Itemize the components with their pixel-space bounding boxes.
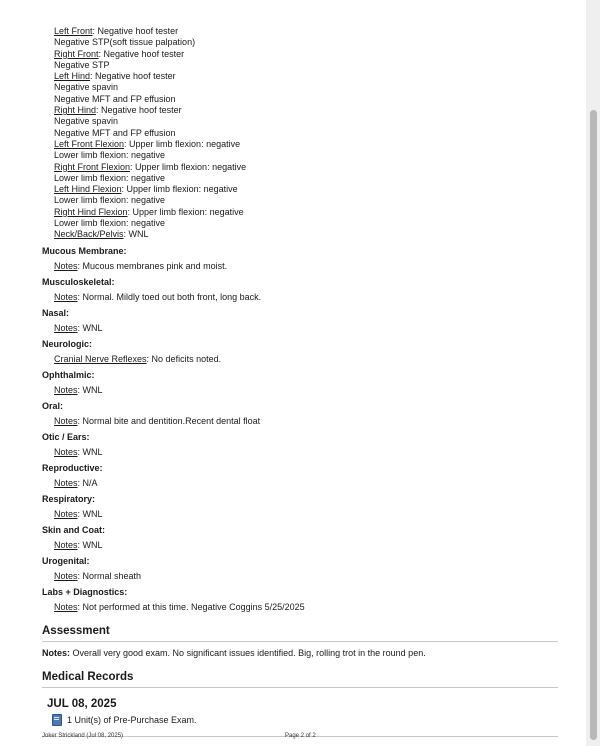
assessment-notes-label: Notes:	[42, 647, 71, 658]
exam-line	[54, 60, 558, 71]
assessment-notes-text: Overall very good exam. No significant issues identified. Big, rolling trot in the round pen.	[70, 647, 426, 658]
note-label: Cranial Nerve Reflexes	[54, 353, 147, 364]
section-title: Neurologic:	[42, 338, 93, 349]
scrollbar[interactable]	[586, 0, 600, 746]
exam-line-text: Lower limb flexion: negative	[54, 172, 166, 183]
exam-line	[54, 218, 558, 229]
section-title: Reproductive:	[42, 462, 103, 473]
section-note	[42, 322, 558, 334]
note-text: : Normal. Mildly toed out both front, long back.	[77, 291, 262, 302]
medical-records-heading: Medical Records	[42, 669, 558, 688]
note-label: Notes	[54, 322, 78, 333]
exam-line-label: Neck/Back/Pelvis	[54, 229, 124, 240]
section-note	[42, 384, 558, 396]
exam-line-label: Left Hind	[54, 71, 91, 82]
exam-line-text: : WNL	[123, 229, 149, 240]
section-note	[42, 353, 558, 365]
scrollbar-thumb[interactable]	[590, 110, 597, 740]
exam-line	[54, 229, 558, 240]
section-note	[42, 477, 558, 489]
exam-section	[42, 555, 558, 582]
note-text: : Not performed at this time. Negative Coggins 5/25/2025	[77, 601, 305, 612]
exam-line	[54, 82, 558, 93]
note-label: Notes	[54, 570, 78, 581]
exam-line-text: Negative STP	[54, 59, 110, 70]
exam-line-text: : Upper limb flexion: negative	[124, 138, 241, 149]
record-item	[42, 714, 558, 726]
section-title: Musculoskeletal:	[42, 276, 115, 287]
note-text: : Mucous membranes pink and moist.	[77, 260, 228, 271]
page-footer	[42, 733, 558, 743]
exam-line-text: Negative MFT and FP effusion	[54, 93, 176, 104]
exam-line-label: Left Front Flexion	[54, 138, 125, 149]
section-note	[42, 508, 558, 520]
exam-line	[54, 150, 558, 161]
exam-section	[42, 369, 558, 396]
exam-line-text: Negative spavin	[54, 82, 119, 93]
exam-line	[54, 139, 558, 150]
note-text: : WNL	[77, 384, 103, 395]
section-note	[42, 570, 558, 582]
exam-section	[42, 586, 558, 613]
exam-section	[42, 276, 558, 303]
note-label: Notes	[54, 539, 78, 550]
exam-section	[42, 462, 558, 489]
exam-section	[42, 493, 558, 520]
note-label: Notes	[54, 384, 78, 395]
note-label: Notes	[54, 291, 78, 302]
record-item-text: 1 Unit(s) of Pre-Purchase Exam.	[67, 714, 197, 725]
footer-page-number: Page 2 of 2	[285, 733, 316, 739]
exam-section	[42, 400, 558, 427]
exam-line-text: : Negative hoof tester	[96, 105, 182, 116]
note-label: Notes	[54, 601, 78, 612]
exam-sections	[42, 245, 558, 613]
exam-line	[54, 207, 558, 218]
exam-line	[54, 116, 558, 127]
note-label: Notes	[54, 260, 78, 271]
exam-line-text: Negative spavin	[54, 116, 119, 127]
exam-line	[54, 173, 558, 184]
exam-line	[54, 71, 558, 82]
exam-line	[54, 105, 558, 116]
exam-section	[42, 307, 558, 334]
exam-line-text: : Upper limb flexion: negative	[121, 184, 238, 195]
exam-line	[54, 37, 558, 48]
section-note	[42, 260, 558, 272]
section-title: Otic / Ears:	[42, 431, 90, 442]
section-note	[42, 539, 558, 551]
exam-line-text: : Upper limb flexion: negative	[127, 206, 244, 217]
exam-line-label: Left Front	[54, 26, 93, 36]
exam-line-text: Lower limb flexion: negative	[54, 150, 166, 161]
exam-section	[42, 338, 558, 365]
note-text: : WNL	[77, 322, 103, 333]
exam-line-label: Right Front	[54, 48, 99, 59]
record-date: JUL 08, 2025	[47, 697, 117, 710]
exam-line-label: Right Front Flexion	[54, 161, 131, 172]
note-text: : WNL	[77, 539, 103, 550]
exam-line-text: : Negative hoof tester	[90, 71, 176, 82]
exam-line-text: Negative STP(soft tissue palpation)	[54, 37, 196, 48]
note-text: : Normal sheath	[77, 570, 142, 581]
assessment-heading: Assessment	[42, 623, 558, 642]
exam-line-text: Lower limb flexion: negative	[54, 195, 166, 206]
section-note	[42, 291, 558, 303]
section-note	[42, 601, 558, 613]
exam-line-text: Lower limb flexion: negative	[54, 218, 166, 229]
section-title: Labs + Diagnostics:	[42, 586, 128, 597]
section-title: Nasal:	[42, 307, 70, 318]
section-title: Oral:	[42, 400, 64, 411]
exam-line-label: Left Hind Flexion	[54, 184, 122, 195]
exam-line	[54, 49, 558, 60]
exam-line-text: : Upper limb flexion: negative	[130, 161, 247, 172]
note-label: Notes	[54, 477, 78, 488]
exam-section	[42, 245, 558, 272]
note-text: : No deficits noted.	[146, 353, 222, 364]
exam-line	[54, 195, 558, 206]
exam-section	[42, 431, 558, 458]
section-title: Respiratory:	[42, 493, 96, 504]
exam-line	[54, 94, 558, 105]
section-title: Ophthalmic:	[42, 369, 95, 380]
section-title: Mucous Membrane:	[42, 245, 127, 256]
note-text: : N/A	[77, 477, 98, 488]
note-text: : WNL	[77, 446, 103, 457]
exam-line-label: Right Hind	[54, 105, 97, 116]
note-label: Notes	[54, 508, 78, 519]
section-note	[42, 415, 558, 427]
section-title: Skin and Coat:	[42, 524, 106, 535]
section-title: Urogenital:	[42, 555, 90, 566]
assessment-note	[42, 647, 558, 659]
exam-line	[54, 184, 558, 195]
exam-line-text: Negative MFT and FP effusion	[54, 127, 176, 138]
lameness-exam-lines	[42, 26, 558, 241]
footer-patient: Joker Strickland (Jul 08, 2025)	[42, 733, 124, 739]
exam-line-text: : Negative hoof tester	[92, 26, 179, 36]
exam-line-label: Right Hind Flexion	[54, 206, 128, 217]
note-label: Notes	[54, 415, 78, 426]
note-text: : Normal bite and dentition.Recent dental float	[77, 415, 261, 426]
page-content	[42, 26, 558, 737]
exam-line	[54, 128, 558, 139]
book-icon	[52, 714, 62, 726]
section-note	[42, 446, 558, 458]
exam-line	[54, 162, 558, 173]
note-label: Notes	[54, 446, 78, 457]
exam-line	[54, 26, 558, 37]
note-text: : WNL	[77, 508, 103, 519]
exam-section	[42, 524, 558, 551]
exam-line-text: : Negative hoof tester	[98, 48, 185, 59]
